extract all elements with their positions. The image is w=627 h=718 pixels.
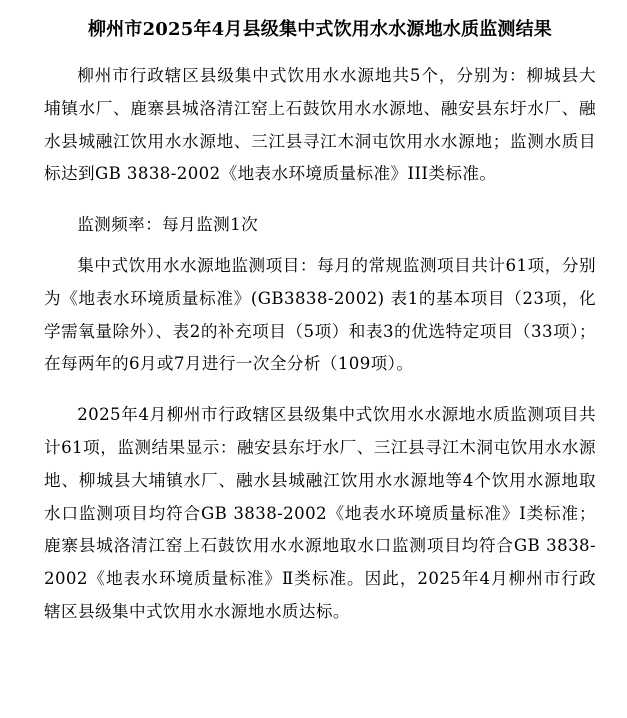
paragraph-results: 2025年4月柳州市行政辖区县级集中式饮用水水源地水质监测项目共计61项，监测结果显示：融安县东圩水厂、三江县寻江木洞屯饮用水水源地、柳城县大埔镇水厂、融水县城融江饮用水水源地等4个饮用水源地取水口监测项目均符合GB 3838-2002《地表水环境质量标准》Ⅰ类标准；鹿寨县城洛清江窑上石鼓饮用水水源地取水口监测项目均符合GB 3838-2002《地表水环境质量标准》Ⅱ类标准。因此，2025年4月柳州市行政辖区县级集中式饮用水水源地水质达标。 bbox=[44, 405, 596, 621]
document-title: 柳州市2025年4月县级集中式饮用水水源地水质监测结果 bbox=[87, 19, 553, 40]
paragraph-overview: 柳州市行政辖区县级集中式饮用水水源地共5个，分别为：柳城县大埔镇水厂、鹿寨县城洛清江窑上石鼓饮用水水源地、融安县东圩水厂、融水县城融江饮用水水源地、三江县寻江木洞屯饮用水水源地；监测水质目标达到GB 3838-2002《地表水环境质量标准》III类标准。 bbox=[44, 66, 596, 184]
paragraph-frequency: 监测频率：每月监测1次 bbox=[77, 215, 259, 235]
paragraph-monitoring-items: 集中式饮用水水源地监测项目：每月的常规监测项目共计61项，分别为《地表水环境质量标准》(GB3838-2002) 表1的基本项目（23项，化学需氧量除外）、表2的补充项目（5项）和表3的优选特定项目（33项）；在每两年的6月或7月进行一次全分析（109项）。 bbox=[44, 255, 596, 374]
